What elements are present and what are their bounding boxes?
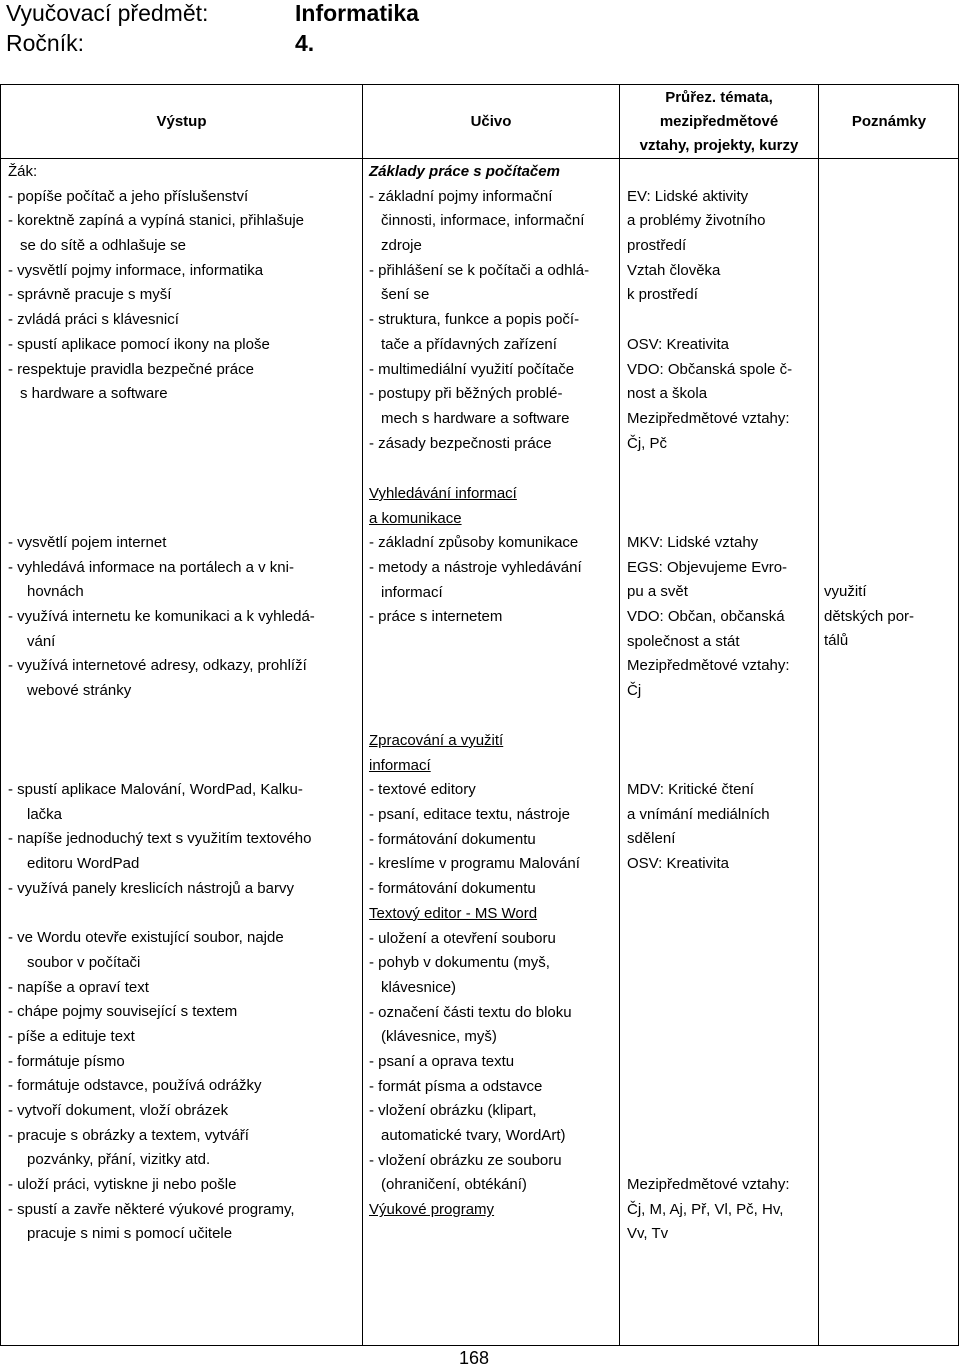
s3-ucivo-line: (ohraničení, obtékání) xyxy=(381,1176,527,1194)
s2-prurez-line: Čj xyxy=(627,682,642,700)
s1-ucivo-line: mech s hardware a software xyxy=(381,409,570,427)
column-header-poznamky: Poznámky xyxy=(851,113,927,130)
s1-ucivo-line: tače a přídavných zařízení xyxy=(381,335,557,353)
s3-ucivo-line: - psaní a oprava textu xyxy=(369,1052,515,1070)
s3-vystup-line: - uloží práci, vytiskne ji nebo pošle xyxy=(8,1176,237,1193)
s3-ucivo-line: - formátování dokumentu xyxy=(369,830,536,848)
s1-vystup-line: - správně pracuje s myší xyxy=(8,286,172,304)
s2-ucivo-heading: a komunikace xyxy=(369,509,462,527)
s3-prurez-line: Čj, M, Aj, Př, Vl, Pč, Hv, xyxy=(627,1200,784,1218)
s3-prurez-line: Mezipředmětové vztahy: xyxy=(627,1176,790,1193)
s3-vystup-line: - ve Wordu otevře existující soubor, najde xyxy=(8,929,284,947)
subject-label: Vyučovací předmět: xyxy=(6,0,209,26)
s1-vystup-line: se do sítě a odhlašuje se xyxy=(20,237,186,255)
s2-prurez-line: EGS: Objevujeme Evro- xyxy=(627,558,788,576)
column-header-prurez-line: Průřez. témata, xyxy=(665,89,773,106)
s3-ucivo-line: - pohyb v dokumentu (myš, xyxy=(369,954,550,972)
s3-vystup-line: lačka xyxy=(27,805,63,823)
s2-prurez-line: pu a svět xyxy=(627,583,688,601)
column-divider xyxy=(818,85,819,1345)
column-divider xyxy=(619,85,620,1345)
s1-prurez-line: VDO: Občanská spole č- xyxy=(627,360,793,378)
s3-prurez-line: MDV: Kritické čtení xyxy=(627,781,754,798)
s1-ucivo-line: - postupy při běžných problé- xyxy=(369,385,563,403)
s2-ucivo xyxy=(369,482,582,630)
s3-vystup-line: soubor v počítači xyxy=(27,953,141,971)
s2-poznamky-line: dětských por- xyxy=(824,607,915,625)
s3-vystup xyxy=(8,778,312,1247)
s2-prurez-line: MKV: Lidské vztahy xyxy=(627,534,759,551)
s2-vystup-line: - využívá internetu ke komunikaci a k vyhledá- xyxy=(8,608,315,626)
s1-prurez-line: OSV: Kreativita xyxy=(627,335,729,353)
s1-ucivo-line: - základní pojmy informační xyxy=(369,187,553,205)
s1-vystup xyxy=(8,160,304,407)
s1-vystup-line: Žák: xyxy=(8,163,38,180)
s3-ucivo-heading: Zpracování a využití xyxy=(369,732,504,749)
s1-ucivo-line: - zásady bezpečnosti práce xyxy=(369,434,552,452)
s2-prurez-line: VDO: Občan, občanská xyxy=(627,608,785,626)
s1-vystup-line: - zvládá práci s klávesnicí xyxy=(8,311,179,329)
column-header-vystup: Výstup xyxy=(156,113,207,130)
s1-vystup-line: - vysvětlí pojmy informace, informatika xyxy=(8,261,264,279)
s2-vystup-line: hovnách xyxy=(27,583,84,601)
s1-ucivo-line: - multimediální využití počítače xyxy=(369,360,575,378)
s1-prurez xyxy=(627,185,792,457)
s1-vystup-line: s hardware a software xyxy=(20,385,168,403)
s3-vystup-line: - chápe pojmy související s textem xyxy=(8,1003,238,1021)
s3-ucivo-heading: informací xyxy=(369,756,431,774)
s2-vystup-line: vání xyxy=(27,632,56,650)
s1-prurez-line: k prostředí xyxy=(627,286,698,304)
s2-poznamky-line: tálů xyxy=(824,632,849,650)
s3-prurez-line: sdělení xyxy=(627,830,676,848)
column-header-ucivo: Učivo xyxy=(470,113,512,130)
s3-vystup-line: - napíše a opraví text xyxy=(8,978,149,996)
s3-vystup-line: - formátuje písmo xyxy=(8,1052,125,1070)
s1-prurez-line: Mezipředmětové vztahy: xyxy=(627,409,790,427)
s3-ucivo-line: - označení části textu do bloku xyxy=(369,1003,572,1021)
s1-prurez-line: EV: Lidské aktivity xyxy=(627,187,749,205)
s2-vystup-line: - vysvětlí pojem internet xyxy=(8,534,167,551)
s3-ucivo-line: - vložení obrázku (klipart, xyxy=(369,1102,537,1120)
s1-ucivo-line: činnosti, informace, informační xyxy=(381,212,585,230)
grade-label: Ročník: xyxy=(6,30,84,56)
s3-ucivo-line: - psaní, editace textu, nástroje xyxy=(369,806,570,824)
s3-vystup-line: - pracuje s obrázky a textem, vytváří xyxy=(8,1126,249,1144)
s1-vystup-line: - korektně zapíná a vypíná stanici, přihlašuje xyxy=(8,212,304,230)
s1-ucivo-line: - struktura, funkce a popis počí- xyxy=(369,311,580,329)
s2-ucivo-heading: Vyhledávání informací xyxy=(369,485,517,502)
s2-ucivo-line: informací xyxy=(381,583,443,601)
subject-value: Informatika xyxy=(295,0,419,26)
column-header-prurez xyxy=(620,86,818,158)
column-divider xyxy=(362,85,363,1345)
curriculum-table xyxy=(0,84,959,1346)
s3-prurez-line: Vv, Tv xyxy=(627,1225,669,1243)
s3-vystup-line: - vytvoří dokument, vloží obrázek xyxy=(8,1101,229,1119)
s2-vystup xyxy=(8,531,315,704)
s2-vystup-line: - využívá internetové adresy, odkazy, prohlíží xyxy=(8,657,307,675)
s3-vystup-line xyxy=(8,901,312,926)
s1-prurez-line: a problémy životního xyxy=(627,212,766,230)
s3-ucivo-line: - formátování dokumentu xyxy=(369,880,536,898)
s3-vystup-line: - formátuje odstavce, používá odrážky xyxy=(8,1077,262,1095)
s3-vystup-line: - píše a edituje text xyxy=(8,1027,135,1045)
s3-ucivo-line: - formát písma a odstavce xyxy=(369,1077,543,1095)
s1-ucivo-heading: Základy práce s počítačem xyxy=(369,163,560,180)
s3-ucivo-line: automatické tvary, WordArt) xyxy=(381,1127,566,1144)
s1-ucivo xyxy=(369,160,589,456)
grade-value: 4. xyxy=(295,30,315,56)
s1-vystup-line: - respektuje pravidla bezpečné práce xyxy=(8,360,254,378)
s3-prurez xyxy=(627,778,770,877)
column-header-prurez-line: mezipředmětové xyxy=(659,113,779,130)
s3-ucivo-heading: Textový editor - MS Word xyxy=(369,904,538,922)
s1-ucivo-line: - přihlášení se k počítači a odhlá- xyxy=(369,261,590,279)
s1-prurez-line: Čj, Pč xyxy=(627,434,668,452)
s3-vystup-line: - spustí aplikace Malování, WordPad, Kalku- xyxy=(8,781,303,798)
s1-prurez-line: Vztah člověka xyxy=(627,261,721,279)
s1-prurez-line xyxy=(627,308,792,333)
s1-prurez-line: prostředí xyxy=(627,237,687,255)
s3-vystup-line: editoru WordPad xyxy=(27,855,140,873)
s2-prurez-line: Mezipředmětové vztahy: xyxy=(627,657,790,675)
column-header-prurez-line: vztahy, projekty, kurzy xyxy=(639,137,799,154)
s2-vystup-line: webové stránky xyxy=(27,682,132,700)
s2-ucivo-line: - základní způsoby komunikace xyxy=(369,534,579,552)
header-divider xyxy=(1,158,958,159)
s3-prurez-mezipredmetove xyxy=(627,1173,790,1247)
s2-prurez-line: společnost a stát xyxy=(627,632,740,650)
s3-ucivo-line: - uložení a otevření souboru xyxy=(369,929,556,947)
s2-vystup-line: - vyhledává informace na portálech a v kni- xyxy=(8,558,294,576)
s3-ucivo xyxy=(369,729,580,1223)
s1-vystup-line: - spustí aplikace pomocí ikony na ploše xyxy=(8,335,270,353)
s3-ucivo-line: klávesnice) xyxy=(381,978,457,996)
s1-ucivo-line: šení se xyxy=(381,286,430,304)
s3-vystup-line: - spustí a zavře některé výukové programy, xyxy=(8,1200,295,1218)
s3-vystup-line: pracuje s nimi s pomocí učitele xyxy=(27,1225,233,1243)
s1-prurez-line: nost a škola xyxy=(627,385,708,403)
s3-prurez-line: a vnímání mediálních xyxy=(627,805,770,823)
s3-ucivo-line: - textové editory xyxy=(369,781,476,799)
s1-ucivo-line: zdroje xyxy=(381,237,422,255)
s2-prurez xyxy=(627,531,790,704)
s3-ucivo-heading: Výukové programy xyxy=(369,1201,495,1219)
page-number: 168 xyxy=(459,1348,490,1368)
s3-vystup-line: - využívá panely kreslicích nástrojů a barvy xyxy=(8,879,294,897)
s2-poznamky xyxy=(824,580,914,654)
s2-poznamky-line: využití xyxy=(824,583,867,600)
s2-ucivo-line: - práce s internetem xyxy=(369,608,503,626)
s3-ucivo-line: - vložení obrázku ze souboru xyxy=(369,1151,562,1169)
s1-vystup-line: - popíše počítač a jeho příslušenství xyxy=(8,187,249,205)
s2-ucivo-line: - metody a nástroje vyhledávání xyxy=(369,559,582,577)
s3-ucivo-line: (klávesnice, myš) xyxy=(381,1028,497,1046)
s3-ucivo-line: - kreslíme v programu Malování xyxy=(369,855,580,873)
s3-vystup-line: pozvánky, přání, vizitky atd. xyxy=(27,1151,211,1169)
s3-prurez-line: OSV: Kreativita xyxy=(627,855,729,873)
s3-vystup-line: - napíše jednoduchý text s využitím textového xyxy=(8,830,312,848)
